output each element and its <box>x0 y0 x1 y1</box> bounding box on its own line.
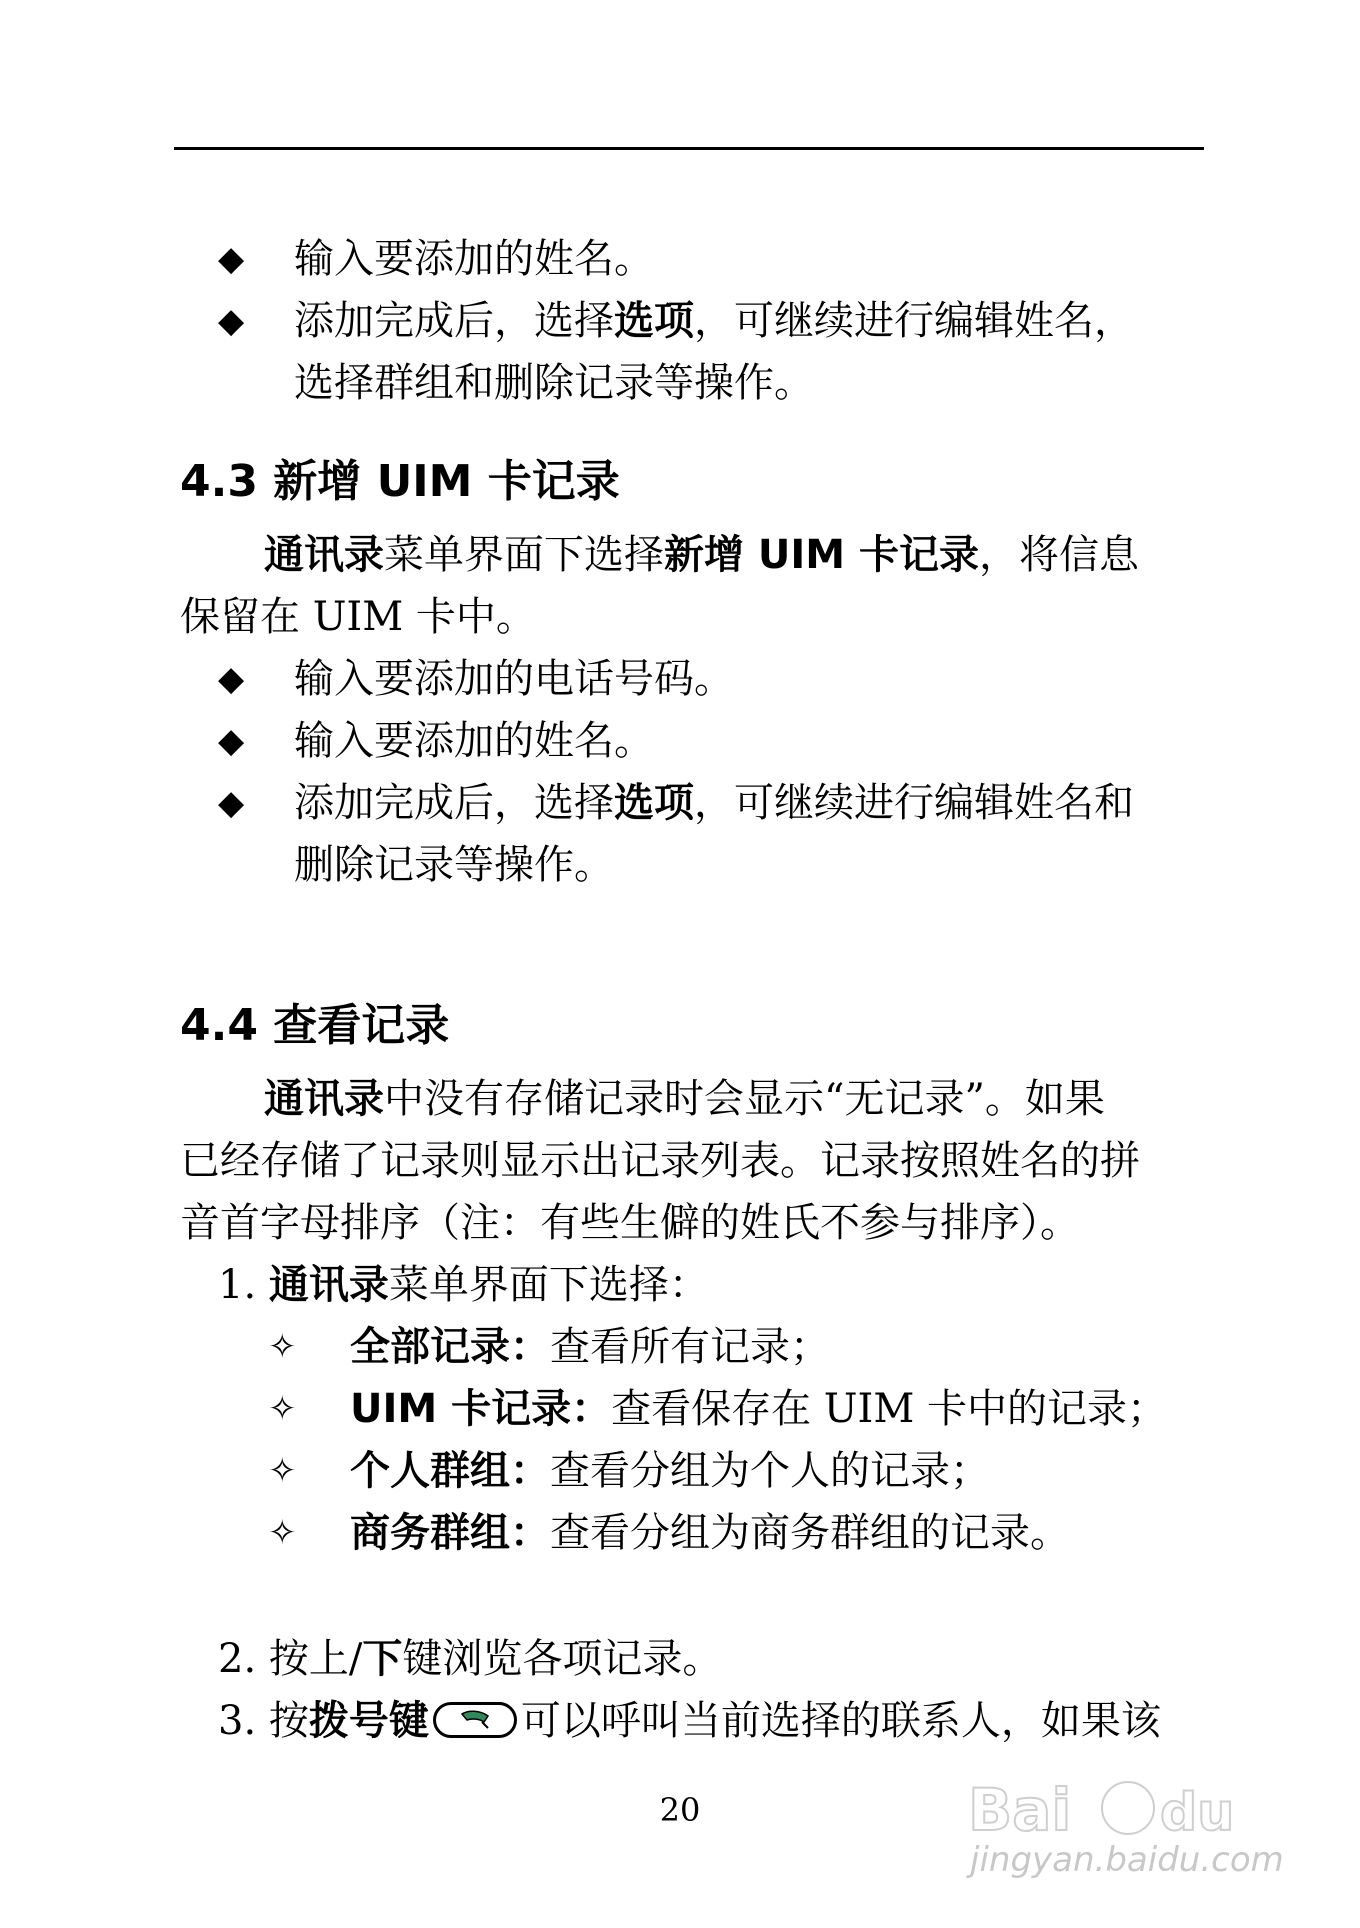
section-heading: 4.3 新增 UIM 卡记录 <box>180 456 620 507</box>
paragraph-line: 音首字母排序（注：有些生僻的姓氏不参与排序）。 <box>180 1200 1080 1246</box>
paragraph-line: 通讯录中没有存储记录时会显示“无记录”。如果 <box>264 1076 1105 1122</box>
bullet-text: 输入要添加的电话号码。 <box>294 656 734 702</box>
sub-bullet-star-icon: ✧ <box>268 1389 297 1429</box>
bullet-text-continued: 选择群组和删除记录等操作。 <box>294 360 814 406</box>
paragraph-line: 已经存储了记录则显示出记录列表。记录按照姓名的拼 <box>180 1138 1140 1184</box>
bullet-text: 添加完成后，选择选项，可继续进行编辑姓名和 <box>294 780 1134 826</box>
step-item: 1. 通讯录菜单界面下选择： <box>218 1262 709 1308</box>
sub-item: 全部记录：查看所有记录； <box>350 1324 830 1370</box>
section-heading: 4.4 查看记录 <box>180 1000 450 1051</box>
paragraph-line: 通讯录菜单界面下选择新增 UIM 卡记录，将信息 <box>264 532 1140 578</box>
sub-item: 个人群组：查看分组为个人的记录； <box>350 1448 990 1494</box>
bullet-diamond-icon: ◆ <box>218 783 245 823</box>
phone-handset-icon <box>433 1702 517 1738</box>
bullet-text: 输入要添加的姓名。 <box>294 236 654 282</box>
bullet-text-continued: 删除记录等操作。 <box>294 842 614 888</box>
bullet-diamond-icon: ◆ <box>218 301 245 341</box>
page-number: 20 <box>659 1791 701 1829</box>
sub-item: 商务群组：查看分组为商务群组的记录。 <box>350 1510 1070 1556</box>
sub-bullet-star-icon: ✧ <box>268 1513 297 1553</box>
bullet-diamond-icon: ◆ <box>218 721 245 761</box>
bullet-diamond-icon: ◆ <box>218 239 245 279</box>
paragraph-line: 保留在 UIM 卡中。 <box>180 594 536 640</box>
sub-item: UIM 卡记录：查看保存在 UIM 卡中的记录； <box>350 1386 1167 1432</box>
svg-text:Bai: Bai <box>968 1776 1072 1844</box>
bullet-diamond-icon: ◆ <box>218 659 245 699</box>
step-item: 3. 按拨号键 可以呼叫当前选择的联系人，如果该 <box>218 1698 1161 1744</box>
sub-bullet-star-icon: ✧ <box>268 1451 297 1491</box>
svg-text:du: du <box>1160 1783 1235 1843</box>
bullet-text: 输入要添加的姓名。 <box>294 718 654 764</box>
sub-bullet-star-icon: ✧ <box>268 1327 297 1367</box>
step-item: 2. 按上/下键浏览各项记录。 <box>218 1636 723 1682</box>
bullet-text: 添加完成后，选择选项，可继续进行编辑姓名， <box>294 298 1134 344</box>
header-rule <box>174 147 1204 150</box>
watermark-url: jingyan.baidu.com <box>970 1840 1284 1880</box>
